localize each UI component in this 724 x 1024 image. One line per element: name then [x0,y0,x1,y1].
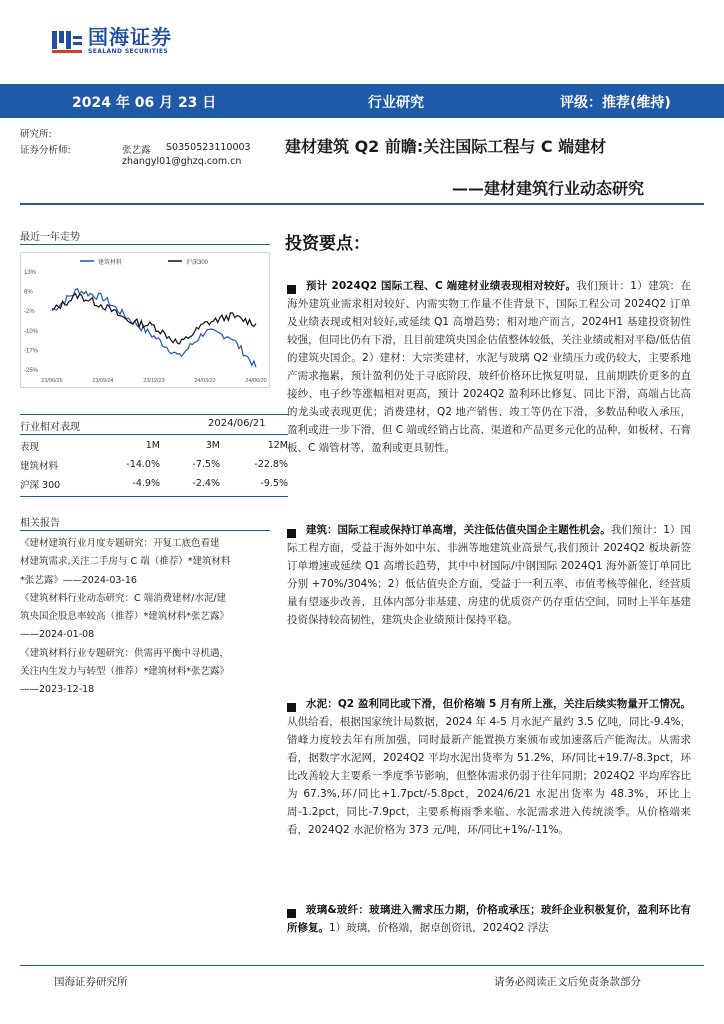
analyst-id: S0350523110003 [166,142,251,153]
related-heading: 相关报告 [20,518,60,529]
x-tick-label: 24/03/22 [194,378,216,384]
related-report-line[interactable]: 《建筑材料行业专题研究：供需再平衡中寻机遇， [20,647,230,659]
researcher-label: 研究所: [20,129,52,140]
related-report-line[interactable]: 《建筑材料行业动态研究：C 端消费建材/水泥/建 [20,592,227,604]
key-point-2-body: 我们预计：1）国际工程方面，受益于海外如中东、非洲等地建筑业高景气,我们预计 2024Q2 板块新签订单增速或延续 Q1 高增长趋势，其中中材国际/中钢国际 2024Q1 海外新签订单同比分别 +70%/304%；2）低估值央企方面，受益于一利五率、市值考核等催化，经营质量有望逐步改善，且体内部分非基建、房建的优质资产仍存重估空间，同时上半年基建投资保持较高韧性，建筑央企业绩预计保持平稳。 [287,524,691,626]
perf-top-divider [20,414,288,415]
brand-en: SEALAND SECURITIES [88,48,169,55]
y-tick-label: 13% [24,270,37,276]
analyst-label: 证券分析师: [20,145,71,156]
x-tick-label: 23/09/24 [92,378,114,384]
perf-bottom-divider [20,496,288,497]
table-cell: -2.4% [192,478,220,489]
key-point-2 [287,521,691,629]
perf-date: 2024/06/21 [208,418,266,429]
key-point-3-head: 水泥：Q2 盈利同比或下滑，但价格端 5 月有所上涨，关注后续实物量开工情况。 [306,698,691,710]
x-tick-label: 23/12/23 [143,378,165,384]
y-tick-label: -10% [24,328,39,335]
analyst-name: 张艺露 [122,145,151,156]
table-cell: -22.8% [254,459,288,470]
report-title: 建材建筑 Q2 前瞻:关注国际工程与 C 端建材 [285,137,607,156]
table-header-row [20,436,288,455]
trend-chart [20,252,270,388]
analyst-email[interactable]: zhangyl01@ghzq.com.cn [122,156,242,167]
key-point-2-head: 建筑：国际工程或保持订单高增，关注低估值央国企主题性机会。 [306,524,611,536]
col-header: 3M [205,440,220,451]
legend-label-a: 建筑材料 [98,260,123,266]
y-tick-label: -25% [24,368,39,374]
perf-mid-divider [20,434,288,435]
related-reports-list [20,535,270,700]
related-report-line[interactable]: ——2023-12-18 [20,684,95,696]
title-divider [20,203,704,205]
col-header: 12M [267,440,288,451]
related-report-line[interactable]: 《建材建筑行业月度专题研究：开复工底色看建 [20,538,220,549]
key-point-1-head: 预计 2024Q2 国际工程、C 端建材业绩表现相对较好。 [306,280,577,292]
trend-heading: 最近一年走势 [20,232,80,243]
key-point-1 [287,277,691,457]
table-cell: -9.5% [260,478,288,489]
table-cell: 建筑材料 [20,460,59,472]
key-point-3-body: 从供给看，根据国家统计局数据，2024 年 4-5 月水泥产量约 3.5 亿吨，同比-9.4%，错峰力度较去年有所加强，同时最新产能置换方案颁布或加速落后产能淘汰。从需求看，据数字水泥网，2024Q2 平均水泥出货率为 51.2%，环/同比+19.7/-8.3pct，环比改善较大主要系一季度季节影响，但整体需求仍弱于往年同期；2024Q2 平均库容比为 67.3%,环/同比+1.7pct/-5.8pct，2024/6/21 水泥出货率为 48.3%，环比上周-1.2pct，同比-7.9pct，主要系梅雨季来临、水泥需求进入传统淡季。从价格端来看，2024Q2 水泥价格为 373 元/吨，环/同比+1%/-11%。 [287,716,691,836]
table-cell: -4.9% [132,478,160,489]
performance-table [20,436,288,493]
key-point-1-body: 我们预计：1）建筑：在海外建筑业需求相对较好、内需实物工作量不佳背景下，国际工程公司 2024Q2 订单及业绩表现或相对较好,或延续 Q1 高增趋势；相对地产而言，2024H1 基建投资韧性较强，但同比仍有下滑，且目前建筑央国企估值整体较低，关注业绩或相对平稳/低估值的建筑央国企。2）建材：大宗类建材，水泥与玻璃 Q2 业绩压力或仍较大，主要系地产需求拖累，预计盈利仍处于寻底阶段，玻纤价格环比恢复明显，且前期跌价更多的直接纱、电子纱等涨幅相对更高，预计 2024Q2 盈利环比修复、同比下滑，高端占比高的龙头或表现更优；消费建材，Q2 地产销售、竣工等仍在下滑，多数品种收入承压，盈利或进一步下滑，但 C 端或经销占比高、渠道和产品更多元化的品种，如板材、石膏板、C 端管材等，盈利或更具韧性。 [287,280,691,454]
related-report-line[interactable]: ——2024-01-08 [20,629,95,641]
table-cell: -7.5% [192,459,220,470]
perf-heading: 行业相对表现 [20,422,80,433]
x-tick-label: 24/06/20 [245,378,267,384]
brand-cn: 国海证券 [88,25,172,49]
logo-mark-icon [50,28,84,54]
table-row [20,474,288,493]
col-header: 1M [145,440,160,451]
table-cell: 沪深 300 [20,479,61,491]
col-header: 表现 [20,441,40,453]
trend-divider [20,244,270,245]
company-logo [50,26,172,55]
related-report-line[interactable]: 材建筑需求,关注二手房与 C 端（推荐）*建筑材料 [20,556,231,568]
key-point-3 [287,695,691,839]
key-points-heading: 投资要点： [285,234,370,254]
y-tick-label: -17% [24,348,39,355]
related-report-line[interactable]: 筑央国企股息率较高（推荐）*建筑材料*张艺露》 [20,611,230,623]
related-report-line[interactable]: *张艺露》——2024-03-16 [20,574,137,586]
report-type: 行业研究 [368,95,424,111]
table-row [20,455,288,474]
report-date: 2024 年 06 月 23 日 [72,95,217,111]
footer-left: 国海证券研究所 [54,976,128,988]
y-tick-label: -2% [24,309,35,316]
footer-right: 请务必阅读正文后免责条款部分 [494,976,641,988]
key-point-4-body: 1）玻璃，价格端，据卓创资讯，2024Q2 浮法 [329,922,549,934]
related-report-line[interactable]: 关注内生发力与转型（推荐）*建筑材料*张艺露》 [20,666,230,678]
table-cell: -14.0% [126,459,160,470]
footer-divider [20,965,704,966]
related-divider [20,530,270,531]
report-subtitle: ——建材建筑行业动态研究 [452,179,645,198]
x-tick-label: 23/06/26 [41,378,63,384]
y-tick-label: 6% [24,289,33,296]
report-rating: 评级：推荐(维持) [560,95,671,111]
key-point-4 [287,901,691,937]
legend-label-b: 沪深300 [186,260,209,266]
key-point-4-head: 玻璃&玻纤：玻璃进入需求压力期，价格或承压；玻纤企业积极复价，盈利环比有所修复。 [287,904,691,934]
